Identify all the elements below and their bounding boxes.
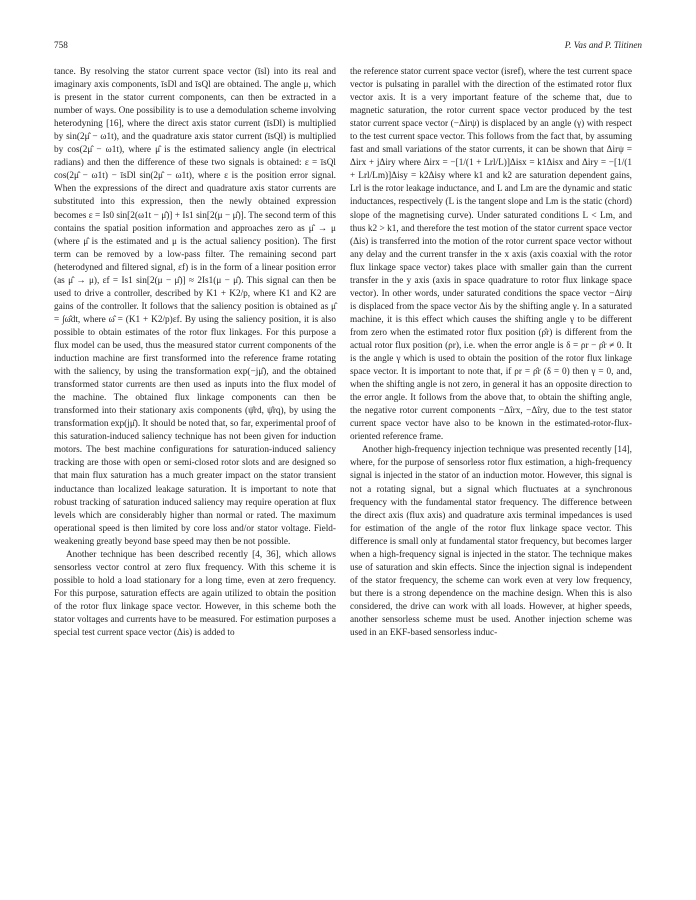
page-header	[54, 38, 642, 52]
paragraph: Another technique has been described recently [4, 36], which allows sensorless vector control at zero flux frequency. With this scheme it is possible to hold a load stationary for a long time, even at zero frequency. For this purpose, saturation effects are again utilized to obtain the position of the rotor flux linkage space vector. However, in this scheme both the stator voltages and currents have to be measured. For estimation purposes a special test current space vector (Δis) is added to	[54, 549, 336, 639]
running-head: P. Vas and P. Tiitinen	[564, 40, 642, 50]
paragraph: Another high-frequency injection technique was presented recently [14], where, for the purpose of sensorless rotor flux estimation, a high-frequency signal is injected in the stator of an induction motor. However, this signal is not a rotating signal, but a signal which fluctuates at a synchronous frequency with the fundamental stator frequency. The difference between the direct axis (flux axis) and quadrature axis terminal impedances is used for estimation of the angle of the rotor flux linkage space vector. This difference is small only at fundamental stator frequency, but becomes larger when a high-frequency signal is injected in the stator. The technique makes use of saturation and skin effects. Since the injection signal is independent of the stator frequency, the scheme can work even at very low frequency, but there is a strong dependence on the machine design. When this is also considered, the drive can work with all loads. However, at higher speeds, another sensorless scheme must be used. Another injection scheme was used in an EKF-based sensorless induc-	[350, 445, 632, 639]
paragraph: the reference stator current space vector (isref), where the test current space vector is pulsating in parallel with the direction of the estimated rotor flux vector axis. It is a very important feature of the scheme that, due to magnetic saturation, the rotor current space vector produced by the test stator current space vector (−Δirψ) is displaced by an angle (γ) with respect to the test current space vector. This follows from the fact that, by assuming fast and small variations of the stator currents, it can be shown that Δirψ = Δirx + jΔiry where Δirx = −[1/(1 + Lrl/L)]Δisx = k1Δisx and Δiry = −[1/(1 + Lrl/Lm)]Δisy = k2Δisy where k1 and k2 are saturation dependent gains, Lrl is the rotor leakage inductance, and L and Lm are the dynamic and static inductances, respectively (L is the tangent slope and Lm is the static (chord) slope of the magnetising curve). Under saturated conditions L < Lm, and thus k2 > k1, and therefore the test motion of the stator current space vector (Δis) is transferred into the motion of the rotor current space vector without any delay and the current transfer in the x axis (axis coaxial with the rotor flux linkage space vector) takes place with smaller gain than the current transfer in the y axis (axis in space quadrature to rotor flux linkage space vector). In other words, under saturated conditions the space vector −Δirψ is displaced from the space vector Δis by the shifting angle γ. In a saturated machine, it is this effect which causes the shifting angle γ to be different from zero when the estimated rotor flux position (ρ̂r) is different from the actual rotor flux position (ρr), i.e. when the error angle is δ = ρr − ρ̂r ≠ 0. It is the angle γ which is used to obtain the position of the rotor flux linkage space vector. It is important to note that, if ρr = ρ̂r (δ = 0) then γ = 0, and, when the shifting angle is not zero, in general it has an opposite direction to the error angle. It follows from the above that, to obtain the shifting angle, the negative rotor current components −Δîrx, −Δîry, due to the test stator current space vector have also to be known in the estimated-rotor-flux-oriented reference frame.	[350, 67, 632, 443]
right-column	[350, 66, 632, 640]
page-number: 758	[54, 40, 68, 50]
paragraph: tance. By resolving the stator current space vector (īsl) into its real and imaginary axis components, īsDl and īsQl are obtained. The angle μ, which is present in the stator current components, can then be extracted in a number of ways. One possibility is to use a demodulation scheme involving heterodyning [16], where the direct axis stator current (īsDl) is multiplied by sin(2μ̂ − ω1t), and the quadrature axis stator current (īsQl) is multiplied by cos(2μ̂ − ω1t), where μ̂ is the estimated saliency angle (in electrical radians) and then the difference of these two signals is obtained: ε = īsQl cos(2μ̂ − ω1t) − īsDl sin(2μ̂ − ω1t), where ε is the position error signal. When the expressions of the direct and quadrature axis stator currents are substituted into this expression, then the newly obtained expression becomes ε = Is0 sin[2(ω1t − μ̂)] + Is1 sin[2(μ − μ̂)]. The second term of this contains the spatial position information and approaches zero as μ̂ → μ (where μ̂ is the estimated and μ is the actual saliency position). The first term can be removed by a low-pass filter. The remaining second part (heterodyned and filtered signal, εf) is in the form of a linear position error (as μ̂ → μ), εf = Is1 sin[2(μ − μ̂)] ≈ 2Is1(μ − μ̂). This signal can then be used to drive a controller, described by K1 + K2/p, where K1 and K2 are gains of the controller. It follows that the saliency position is obtained as μ̂ = ∫ω̂dt, where ω̂ = (K1 + K2/p)εf. By using the saliency position, it is also possible to obtain estimates of the rotor flux linkages. For this purpose a flux model can be used, thus the measured stator current components of the induction machine are first transformed into the reference frame rotating with the saliency, by using the transformation exp(−jμ̂), and the obtained transformed stator currents are then used as inputs into the flux model of the machine. The obtained flux linkage components can then be transformed into their stationary axis components (ψ̂rd, ψ̂rq), by using the transformation exp(jμ̂). It should be noted that, so far, experimental proof of this saturation-induced saliency technique has not been given for induction motors. The best machine configurations for saturation-induced saliency tracking are those with open or semi-closed rotor slots and are designed so that main flux saturation has a much greater impact on the stator transient inductance than localized leakage saturation. It is important to note that robust tracking of saturation induced saliency may require operation at flux levels which are considerably higher than normal or rated. The maximum operational speed is then limited by core loss and/or stator voltage. Field-weakening greatly beyond base speed may then be not possible.	[54, 67, 336, 547]
left-column	[54, 66, 336, 640]
